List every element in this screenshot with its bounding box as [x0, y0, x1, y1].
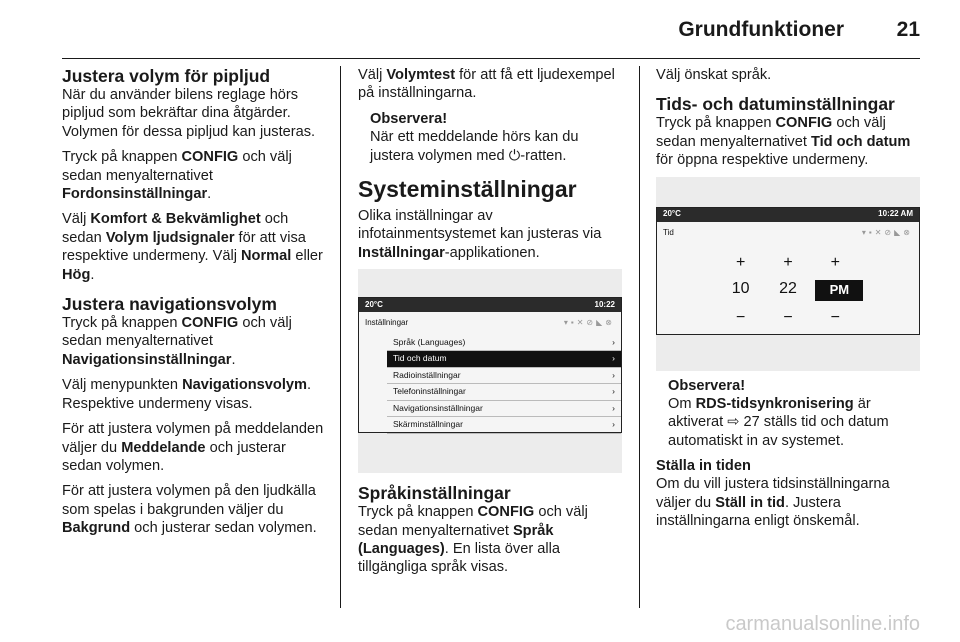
- header-title: Grundfunktioner: [678, 18, 844, 41]
- paragraph: Välj önskat språk.: [656, 67, 772, 83]
- status-icons: ▾▪✕⊘◣⊗: [563, 318, 615, 328]
- screen-title: Tid: [663, 227, 674, 237]
- paragraph: Tryck på knappen CONFIG och välj sedan menyalternativet Navigationsinställningar.: [62, 315, 292, 368]
- plus-icon: +: [735, 254, 746, 272]
- paragraph: Välj Volymtest för att få ett ljudexempel på inställningarna.: [358, 67, 615, 102]
- menu-item: Navigationsinställningar ›: [387, 401, 621, 418]
- column-2: [358, 66, 622, 584]
- paragraph: Välj Komfort & Bekvämlighet och sedan Volym ljudsignaler för att visa respektive undermeny. Välj Normal eller Hög.: [62, 211, 323, 283]
- heading-system-settings: Systeminställningar: [358, 176, 577, 203]
- column-divider-2: [639, 66, 640, 608]
- time-screenshot: [656, 177, 920, 371]
- column-1: [62, 66, 324, 545]
- ampm-value: PM: [815, 280, 863, 300]
- menu-item: Telefoninställningar ›: [387, 384, 621, 401]
- heading-set-time: Ställa in tiden: [656, 458, 751, 475]
- heading-beep-volume: Justera volym för pipljud: [62, 66, 271, 86]
- paragraph: Tryck på knappen CONFIG och välj sedan menyalternativet Språk (Languages). En lista över alla tillgängliga språk visas.: [358, 504, 588, 576]
- heading-language: Språkinställningar: [358, 483, 511, 504]
- paragraph: Tryck på knappen CONFIG och välj sedan menyalternativet Tid och datum för öppna respektive undermeny.: [656, 115, 911, 169]
- menu-item-selected: Tid och datum ›: [387, 351, 621, 368]
- plus-icon: +: [830, 254, 840, 272]
- minus-icon: −: [783, 308, 793, 326]
- minute-value: 22: [779, 280, 797, 298]
- column-divider-1: [340, 66, 341, 608]
- status-bar: 20°C 10:22 AM: [657, 208, 919, 222]
- menu-item: Radioinställningar ›: [387, 368, 621, 385]
- note: [668, 377, 920, 451]
- paragraph: För att justera volymen på den ljudkälla som spelas i bakgrunden väljer du Bakgrund och justerar sedan volymen.: [62, 483, 317, 537]
- settings-screenshot: [358, 269, 622, 473]
- note-heading: Observera!: [668, 377, 746, 394]
- page-number: 21: [896, 18, 920, 41]
- status-bar: 20°C 10:22: [359, 298, 621, 312]
- note: [370, 110, 622, 165]
- menu-item: Skärminställningar ›: [387, 417, 621, 434]
- header-rule: [62, 58, 920, 59]
- paragraph: Olika inställningar av infotainmentsystemet kan justeras via Inställningar-applikationen.: [358, 208, 602, 261]
- note-heading: Observera!: [370, 110, 448, 127]
- paragraph: För att justera volymen på meddelanden väljer du Meddelande och justerar sedan volymen.: [62, 421, 324, 474]
- hour-value: 10: [731, 280, 750, 298]
- plus-icon: +: [783, 254, 793, 272]
- paragraph: Välj menypunkten Navigationsvolym. Respektive undermeny visas.: [62, 377, 312, 412]
- paragraph: Om du vill justera tidsinställningarna väljer du Ställ in tid. Justera inställningarna enligt önskemål.: [656, 476, 890, 530]
- heading-nav-volume: Justera navigationsvolym: [62, 294, 277, 315]
- note-text: Om RDS-tidsynkronisering är aktiverat ⇨ 27 ställs tid och datum automatiskt in av systemet.: [668, 396, 889, 449]
- column-3: [656, 66, 920, 537]
- watermark: carmanualsonline.info: [725, 613, 920, 635]
- note-text: När ett meddelande hörs kan du justera volymen med ⏻-ratten.: [370, 129, 579, 164]
- screen-title: Inställningar: [365, 318, 409, 328]
- minus-icon: −: [735, 308, 746, 326]
- status-icons: ▾▪✕⊘◣⊗: [861, 227, 913, 237]
- paragraph: Tryck på knappen CONFIG och välj sedan menyalternativet Fordonsinställningar.: [62, 149, 292, 203]
- heading-time-date: Tids- och datuminställningar: [656, 94, 895, 115]
- minus-icon: −: [830, 308, 840, 326]
- menu-item: Språk (Languages) ›: [387, 335, 621, 352]
- paragraph: När du använder bilens reglage hörs pipljud som bekräftar dina åtgärder. Volymen för dessa pipljud kan justeras.: [62, 87, 316, 140]
